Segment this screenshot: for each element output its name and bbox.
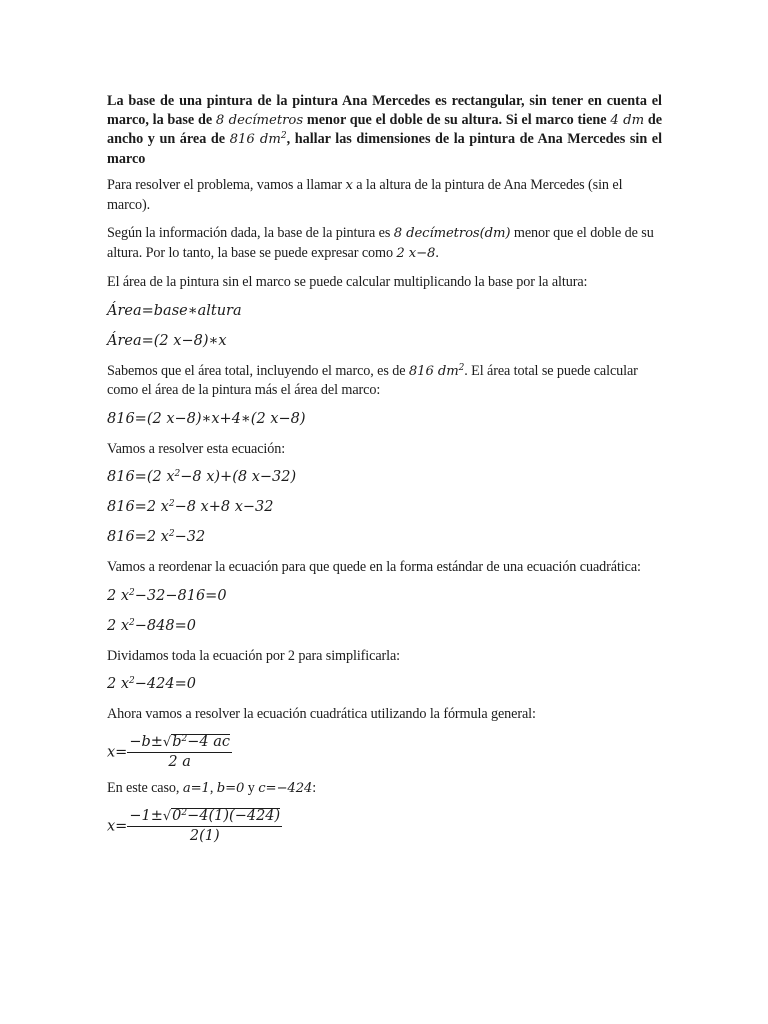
- eq5-part-a: 816=2 x: [107, 499, 169, 515]
- eq5-exp: 2: [168, 499, 175, 510]
- p4-text-b: . El área total se puede calcular como el área de la pintura más el área del marco:: [107, 362, 638, 398]
- p9-sep-1: ,: [209, 779, 217, 796]
- p4-math-816-base: 816 dm: [408, 363, 459, 379]
- p2-math-8dm: 8 decímetros(dm): [393, 226, 511, 241]
- eq5-part-b: −8 x+8 x−32: [174, 499, 274, 515]
- eq4-part-b: −8 x)+(8 x−32): [180, 469, 297, 485]
- eq9-exp: 2: [129, 676, 135, 687]
- eq6-part-a: 816=2 x: [107, 529, 169, 545]
- eq8-part-a: 2 x: [107, 617, 130, 634]
- paragraph-divide: Dividamos toda la ecuación por 2 para simplificarla:: [107, 647, 401, 664]
- title-math-4dm: 4 dm: [610, 112, 645, 128]
- eq9-part-a: 2 x: [107, 676, 130, 692]
- p1-text-b: a la altura de la pintura de Ana Mercedes (sin el marco).: [107, 177, 623, 213]
- formula-rad-a: b: [172, 733, 182, 750]
- formula2-fraction: [127, 808, 282, 845]
- formula-numerator: [127, 734, 232, 753]
- problem-statement: [107, 92, 662, 168]
- equation-step-2: [107, 498, 662, 516]
- p9-math-a: a=1: [182, 780, 210, 796]
- title-math-8dm: 8 decímetros: [215, 112, 304, 128]
- equation-standard-form-2: [107, 617, 662, 635]
- equation-area-definition: Área=base∗altura: [107, 302, 242, 319]
- p4-math-816: [409, 364, 464, 379]
- paragraph-quadratic-formula-intro: Ahora vamos a resolver la ecuación cuadrática utilizando la fórmula general:: [107, 706, 536, 722]
- formula2-rad-b: −4(1)(−424): [187, 808, 281, 824]
- formula-radicand: [171, 734, 230, 750]
- equation-area-expression: Área=(2 x−8)∗x: [107, 332, 227, 349]
- document-content: [107, 92, 662, 853]
- equation-quadratic-formula: [107, 734, 662, 771]
- p9-text-a: En este caso,: [107, 779, 183, 796]
- p2-math-2x-8: 2 x−8: [396, 245, 436, 261]
- formula2-rad-a: 0: [172, 808, 182, 824]
- paragraph-coefficients: [107, 779, 662, 799]
- eq8-part-b: −848=0: [134, 617, 196, 634]
- p1-text-a: Para resolver el problema, vamos a llamar: [107, 177, 346, 193]
- formula-lhs: x=: [107, 744, 128, 760]
- title-part2: menor que el doble de su altura. Si el marco tiene: [303, 111, 611, 128]
- p1-var-x: x: [345, 178, 353, 193]
- equation-quadratic-substituted: [107, 808, 662, 845]
- p9-end: :: [312, 779, 317, 796]
- p4-text-a: Sabemos que el área total, incluyendo el marco, es de: [107, 362, 409, 379]
- p9-math-b: b=0: [216, 780, 245, 796]
- title-part4: , hallar las dimensiones de la pintura de Ana Mercedes sin el marco: [107, 131, 663, 167]
- p2-text-b: menor que el doble de su altura. Por lo tanto, la base se puede expresar como: [107, 225, 654, 261]
- equation-step-3: [107, 528, 662, 546]
- sqrt-symbol: √: [162, 734, 172, 750]
- equation-step-1: [107, 468, 662, 486]
- formula2-denominator: 2(1): [189, 828, 220, 844]
- sqrt-symbol: √: [162, 809, 172, 824]
- formula-num-a: −b±: [129, 733, 163, 750]
- formula-denominator: 2 a: [168, 753, 191, 770]
- p9-math-c: c=−424: [258, 780, 313, 796]
- paragraph-solve-intro: Vamos a resolver esta ecuación:: [107, 440, 286, 457]
- title-math-816: [230, 132, 287, 147]
- equation-standard-form-1: [107, 587, 662, 605]
- equation-total-area: 816=(2 x−8)∗x+4∗(2 x−8): [107, 410, 306, 427]
- paragraph-total-area: [107, 362, 662, 400]
- title-part1: La base de una pintura de la pintura Ana Mercedes es rectangular, sin tener en cuenta el marco, la base de: [107, 93, 662, 128]
- formula2-num-a: −1±: [129, 808, 163, 824]
- formula2-rad-exp: 2: [181, 808, 188, 819]
- eq7-part-a: 2 x: [107, 587, 130, 604]
- title-math-816-base: 816 dm: [229, 132, 281, 147]
- paragraph-area-intro: El área de la pintura sin el marco se puede calcular multiplicando la base por la altura:: [107, 274, 588, 290]
- equation-simplified: [107, 675, 662, 693]
- formula2-lhs: x=: [107, 818, 128, 835]
- title-math-816-exp: 2: [280, 131, 287, 142]
- p2-text-c: .: [435, 244, 439, 261]
- formula2-numerator: [127, 808, 282, 827]
- formula-rad-b: −4 ac: [187, 733, 230, 750]
- p9-sep-2: y: [244, 779, 259, 796]
- paragraph-base-expression: [107, 224, 662, 263]
- formula-fraction: [127, 734, 232, 771]
- paragraph-define-x: [107, 176, 662, 214]
- eq6-part-b: −32: [174, 529, 206, 545]
- p2-text-a: Según la información dada, la base de la pintura es: [107, 225, 394, 241]
- eq9-part-b: −424=0: [134, 676, 196, 692]
- formula2-radicand: [171, 808, 280, 824]
- title-part3: de ancho y un área de: [107, 111, 663, 147]
- eq4-exp: 2: [174, 469, 181, 480]
- p4-math-816-exp: 2: [458, 362, 465, 373]
- formula-rad-exp: 2: [181, 733, 188, 744]
- eq4-part-a: 816=(2 x: [107, 469, 175, 485]
- paragraph-reorder: Vamos a reordenar la ecuación para que quede en la forma estándar de una ecuación cuadrática:: [107, 559, 641, 575]
- eq7-part-b: −32−816=0: [134, 587, 227, 604]
- eq8-exp: 2: [129, 617, 135, 628]
- eq6-exp: 2: [168, 529, 175, 540]
- eq7-exp: 2: [129, 587, 135, 598]
